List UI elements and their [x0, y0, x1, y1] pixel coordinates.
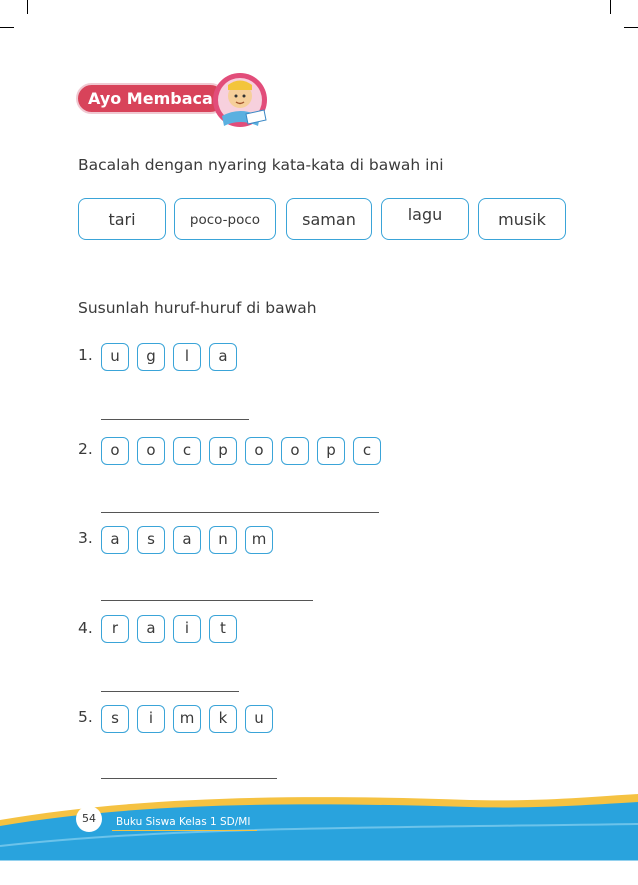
letter-box: g [137, 343, 165, 371]
letter-box: o [245, 437, 273, 465]
word-text: tari [108, 210, 136, 229]
letter-box: n [209, 526, 237, 554]
letter-box: s [137, 526, 165, 554]
word-box [78, 198, 166, 240]
letter-box: u [245, 705, 273, 733]
exercise-number: 5. [78, 708, 93, 726]
word-box [286, 198, 372, 240]
instruction-arrange: Susunlah huruf-huruf di bawah [78, 299, 317, 317]
page-number-badge [76, 806, 102, 832]
letter-box: o [101, 437, 129, 465]
crop-mark [27, 0, 28, 14]
section-banner [76, 83, 226, 114]
letter-box: a [101, 526, 129, 554]
exercise-number: 4. [78, 619, 93, 637]
answer-line[interactable] [101, 512, 379, 513]
word-box [174, 198, 276, 240]
letter-box: c [173, 437, 201, 465]
word-text: musik [498, 210, 546, 229]
word-text: lagu [407, 205, 443, 224]
footer-underline [112, 830, 257, 831]
letter-box: a [137, 615, 165, 643]
letter-box: u [101, 343, 129, 371]
reading-child-icon [208, 70, 274, 130]
letter-box: t [209, 615, 237, 643]
word-text: poco-poco [189, 212, 261, 228]
letter-box: k [209, 705, 237, 733]
exercise-number: 3. [78, 529, 93, 547]
letter-box: a [209, 343, 237, 371]
letter-box: o [281, 437, 309, 465]
word-box [478, 198, 566, 240]
letter-box: m [245, 526, 273, 554]
instruction-read: Bacalah dengan nyaring kata-kata di bawah ini [78, 156, 444, 174]
letter-box: a [173, 526, 201, 554]
footer-book-title: Buku Siswa Kelas 1 SD/MI [116, 816, 251, 828]
crop-mark [610, 0, 611, 14]
word-text: saman [302, 210, 356, 229]
letter-box: s [101, 705, 129, 733]
answer-line[interactable] [101, 691, 239, 692]
letter-box: l [173, 343, 201, 371]
letter-box: i [173, 615, 201, 643]
page-number: 54 [82, 812, 96, 825]
footer-wave [0, 790, 638, 885]
answer-line[interactable] [101, 600, 313, 601]
exercise-number: 2. [78, 440, 93, 458]
answer-line[interactable] [101, 419, 249, 420]
answer-line[interactable] [101, 778, 277, 779]
letter-box: p [317, 437, 345, 465]
letter-box: i [137, 705, 165, 733]
letter-box: p [209, 437, 237, 465]
crop-mark [624, 27, 638, 28]
banner-title: Ayo Membaca [88, 89, 213, 108]
exercise-number: 1. [78, 346, 93, 364]
letter-box: m [173, 705, 201, 733]
letter-box: o [137, 437, 165, 465]
letter-box: c [353, 437, 381, 465]
word-box [381, 198, 469, 240]
crop-mark [0, 27, 14, 28]
letter-box: r [101, 615, 129, 643]
